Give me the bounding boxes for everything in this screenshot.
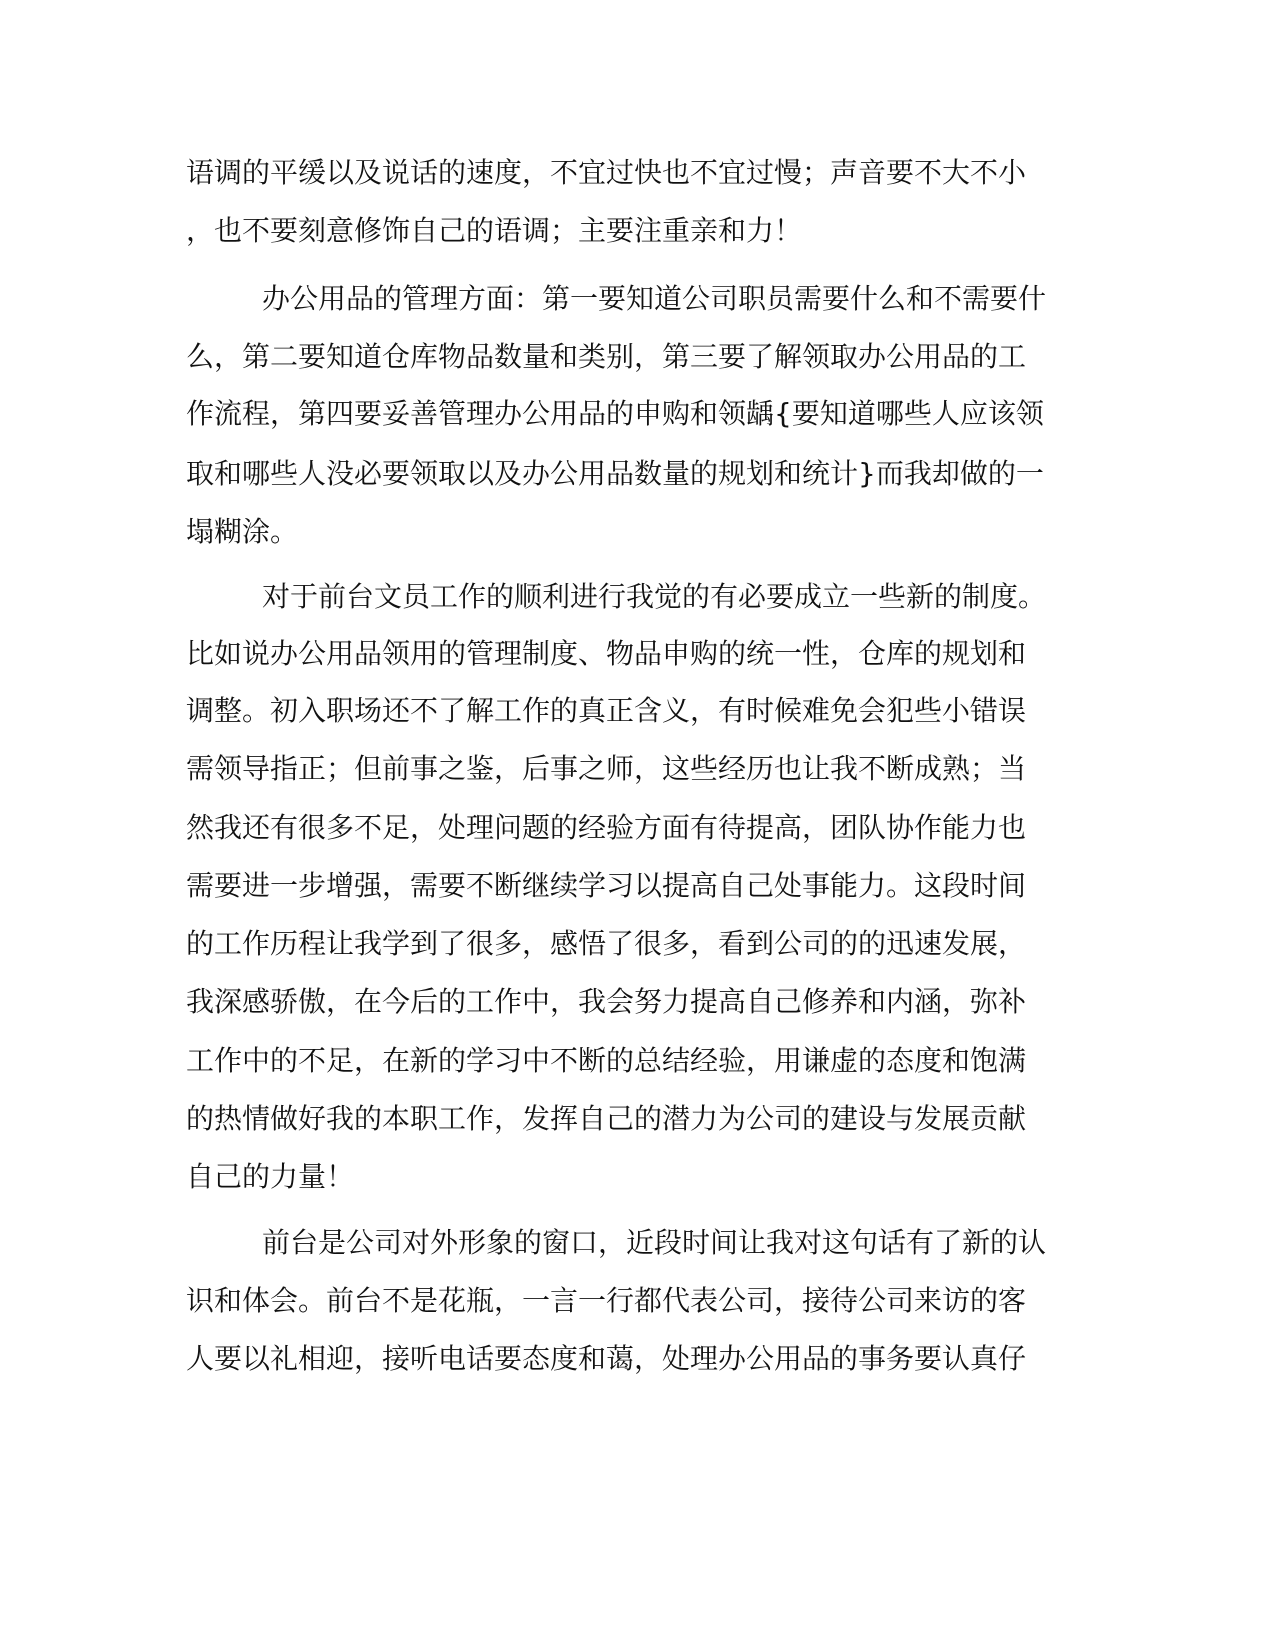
paragraph-3-line-5: 然我还有很多不足，处理问题的经验方面有待提高，团队协作能力也: [186, 811, 1027, 844]
paragraph-1-line-1: 语调的平缓以及说话的速度，不宜过快也不宜过慢；声音要不大不小: [186, 156, 1027, 189]
paragraph-3-line-3: 调整。初入职场还不了解工作的真正含义，有时候难免会犯些小错误: [186, 694, 1027, 727]
paragraph-2-line-1: 办公用品的管理方面：第一要知道公司职员需要什么和不需要什: [262, 282, 1047, 315]
paragraph-3-line-1: 对于前台文员工作的顺利进行我觉的有必要成立一些新的制度。: [262, 580, 1047, 613]
paragraph-3-line-9: 工作中的不足，在新的学习中不断的总结经验，用谦虚的态度和饱满: [186, 1044, 1027, 1077]
paragraph-3-line-7: 的工作历程让我学到了很多，感悟了很多，看到公司的的迅速发展，: [186, 927, 1027, 960]
paragraph-3-line-8: 我深感骄傲，在今后的工作中，我会努力提高自己修养和内涵，弥补: [186, 985, 1027, 1018]
paragraph-2-line-5: 塌糊涂。: [186, 515, 299, 548]
paragraph-2-line-2: 么，第二要知道仓库物品数量和类别，第三要了解领取办公用品的工: [186, 340, 1027, 373]
paragraph-2-line-3: 作流程，第四要妥善管理办公用品的申购和领龋{要知道哪些人应该领: [186, 397, 1044, 430]
paragraph-1-line-2: ，也不要刻意修饰自己的语调；主要注重亲和力！: [186, 214, 803, 247]
paragraph-3-line-11: 自己的力量！: [186, 1160, 355, 1193]
paragraph-4-line-1: 前台是公司对外形象的窗口，近段时间让我对这句话有了新的认: [262, 1226, 1047, 1259]
paragraph-4-line-3: 人要以礼相迎，接听电话要态度和蔼，处理办公用品的事务要认真仔: [186, 1342, 1027, 1375]
paragraph-3-line-10: 的热情做好我的本职工作，发挥自己的潜力为公司的建设与发展贡献: [186, 1102, 1027, 1135]
paragraph-4-line-2: 识和体会。前台不是花瓶，一言一行都代表公司，接待公司来访的客: [186, 1284, 1027, 1317]
paragraph-3-line-2: 比如说办公用品领用的管理制度、物品申购的统一性，仓库的规划和: [186, 637, 1027, 670]
paragraph-3-line-6: 需要进一步增强，需要不断继续学习以提高自己处事能力。这段时间: [186, 869, 1027, 902]
paragraph-2-line-4: 取和哪些人没必要领取以及办公用品数量的规划和统计}而我却做的一: [186, 457, 1044, 490]
paragraph-3-line-4: 需领导指正；但前事之鉴，后事之师，这些经历也让我不断成熟；当: [186, 752, 1027, 785]
